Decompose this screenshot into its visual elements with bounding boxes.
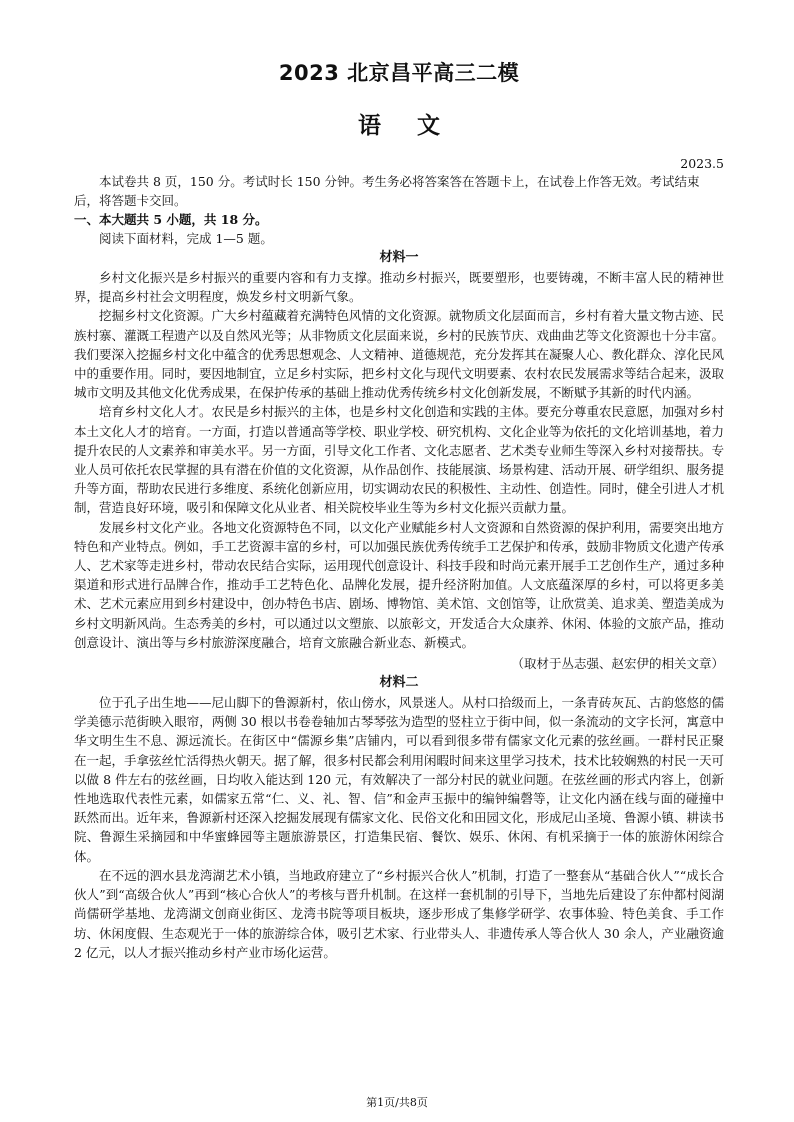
material-1-paragraph: 乡村文化振兴是乡村振兴的重要内容和有力支撑。推动乡村振兴，既要塑形，也要铸魂，不断丰富人民的精神世界，提高乡村社会文明程度，焕发乡村文明新气象。 <box>74 270 724 305</box>
reading-instruction: 阅读下面材料，完成 1—5 题。 <box>99 231 273 246</box>
page-number: 第1页/共8页 <box>366 1096 428 1109</box>
material-1-title: 材料一 <box>379 250 419 265</box>
exam-date: 2023.5 <box>680 156 724 171</box>
material-1-paragraph: 挖掘乡村文化资源。广大乡村蕴藏着充满特色风情的文化资源。就物质文化层面而言，乡村有着大量文物古迹、民族村寨、灌溉工程遗产以及自然风光等；从非物质文化层面来说，乡村的民族节庆、戏曲曲艺等文化资源也十分丰富。我们要深入挖掘乡村文化中蕴含的优秀思想观念、人文精神、道德规范，充分发挥其在凝聚人心、教化群众、淳化民风中的重要作用。同时，要因地制宜，立足乡村实际，把乡村文化与现代文明要素、农村农民发展需求等结合起来，汲取城市文明及其他文化优秀成果，在保护传承的基础上推动优秀传统乡村文化创新发展，不断赋予其新的时代内涵。 <box>74 308 725 401</box>
exam-title: 2023 北京昌平高三二模 <box>278 61 520 85</box>
exam-page <box>74 58 724 962</box>
material-1-paragraph: 培育乡村文化人才。农民是乡村振兴的主体，也是乡村文化创造和实践的主体。要充分尊重农民意愿，加强对乡村本土文化人才的培育。一方面，打造以普通高等学校、职业学校、研究机构、文化企业等为依托的文化培训基地，着力提升农民的人文素养和审美水平。另一方面，引导文化工作者、文化志愿者、艺术类专业师生等深入乡村对接帮扶。专业人员可依托农民掌握的具有潜在价值的文化资源，从作品创作、技能展演、场景构建、活动开展、研学组织、服务提升等方面，帮助农民进行多维度、系统化创新应用，切实调动农民的积极性、主动性、创造性。同时，健全引进人才机制，营造良好环境，吸引和保障文化从业者、相关院校毕业生等为乡村文化振兴贡献力量。 <box>74 404 725 516</box>
subject-title: 语文 <box>358 113 476 139</box>
material-2-paragraph: 位于孔子出生地——尼山脚下的鲁源新村，依山傍水，风景迷人。从村口拾级而上，一条青砖灰瓦、古韵悠悠的儒学美德示范街映入眼帘，两侧 30 根以书卷卷轴加古琴琴弦为造型的竖柱立于街中间，似一条流动的文字长河，寓意中华文明生生不息、源远流长。在街区中“儒源乡集”店铺内，可以看到很多带有儒家文化元素的弦丝画。一群村民正聚在一起，手拿弦丝忙活得热火朝天。据了解，很多村民都会利用闲暇时间来这里学习技术，技术比较娴熟的村民一天可以做 8 件左右的弦丝画，日均收入能达到 120 元，有效解决了一部分村民的就业问题。在弦丝画的形式内容上，创新性地选取代表性元素，如儒家五常“仁、义、礼、智、信”和金声玉振中的编钟编磬等，让文化内涵在线与面的碰撞中跃然而出。近年来，鲁源新村还深入挖掘发展现有儒家文化、民俗文化和田园文化，形成尼山圣境、鲁源小镇、耕读书院、鲁源生采摘园和中华蜜蜂园等主题旅游景区，打造集民宿、餐饮、娱乐、休闲、有机采摘于一体的旅游休闲综合体。 <box>74 695 725 864</box>
exam-instructions: 本试卷共 8 页，150 分。考试时长 150 分钟。考生务必将答案答在答题卡上，在试卷上作答无效。考试结束后，将答题卡交回。 <box>74 174 700 208</box>
material-1-source: （取材于丛志强、赵宏伊的相关文章） <box>511 656 724 672</box>
material-2-title: 材料二 <box>379 675 419 691</box>
material-1-paragraph: 发展乡村文化产业。各地文化资源特色不同，以文化产业赋能乡村人文资源和自然资源的保护利用，需要突出地方特色和产业特点。例如，手工艺资源丰富的乡村，可以加强民族优秀传统手工艺保护和传承，鼓励非物质文化遗产传承人、艺术家等走进乡村，带动农民结合实际，运用现代创意设计、科技手段和时尚元素开展手工艺创作生产，通过多种渠道和形式进行品牌合作，推动手工艺特色化、品牌化发展，提升经济附加值。人文底蕴深厚的乡村，可以将更多美术、艺术元素应用到乡村建设中，创办特色书店、剧场、博物馆、美术馆、文创馆等，让欣赏美、追求美、塑造美成为乡村文明新风尚。生态秀美的乡村，可以通过以文塑旅、以旅彰文，开发适合大众康养、休闲、体验的文旅产品，推动创意设计、演出等与乡村旅游深度融合，培育文旅融合新业态、新模式。 <box>74 519 725 650</box>
section-heading: 一、本大题共 5 小题，共 18 分。 <box>74 212 268 227</box>
material-2-paragraph: 在不远的泗水县龙湾湖艺术小镇，当地政府建立了“乡村振兴合伙人”机制，打造了一整套从“基础合伙人”“成长合伙人”到“高级合伙人”再到“核心合伙人”的考核与晋升机制。在这样一套机制的引导下，当地先后建设了东仲都村阅湖尚儒研学基地、龙湾湖文创商业街区、龙湾书院等项目板块，逐步形成了集修学研学、农事体验、特色美食、手工作坊、休闲度假、生态观光于一体的旅游综合体，吸引艺术家、行业带头人、非遗传承人等合伙人 30 余人，产业融资逾 2 亿元，以人才振兴推动乡村产业市场化运营。 <box>74 867 724 960</box>
